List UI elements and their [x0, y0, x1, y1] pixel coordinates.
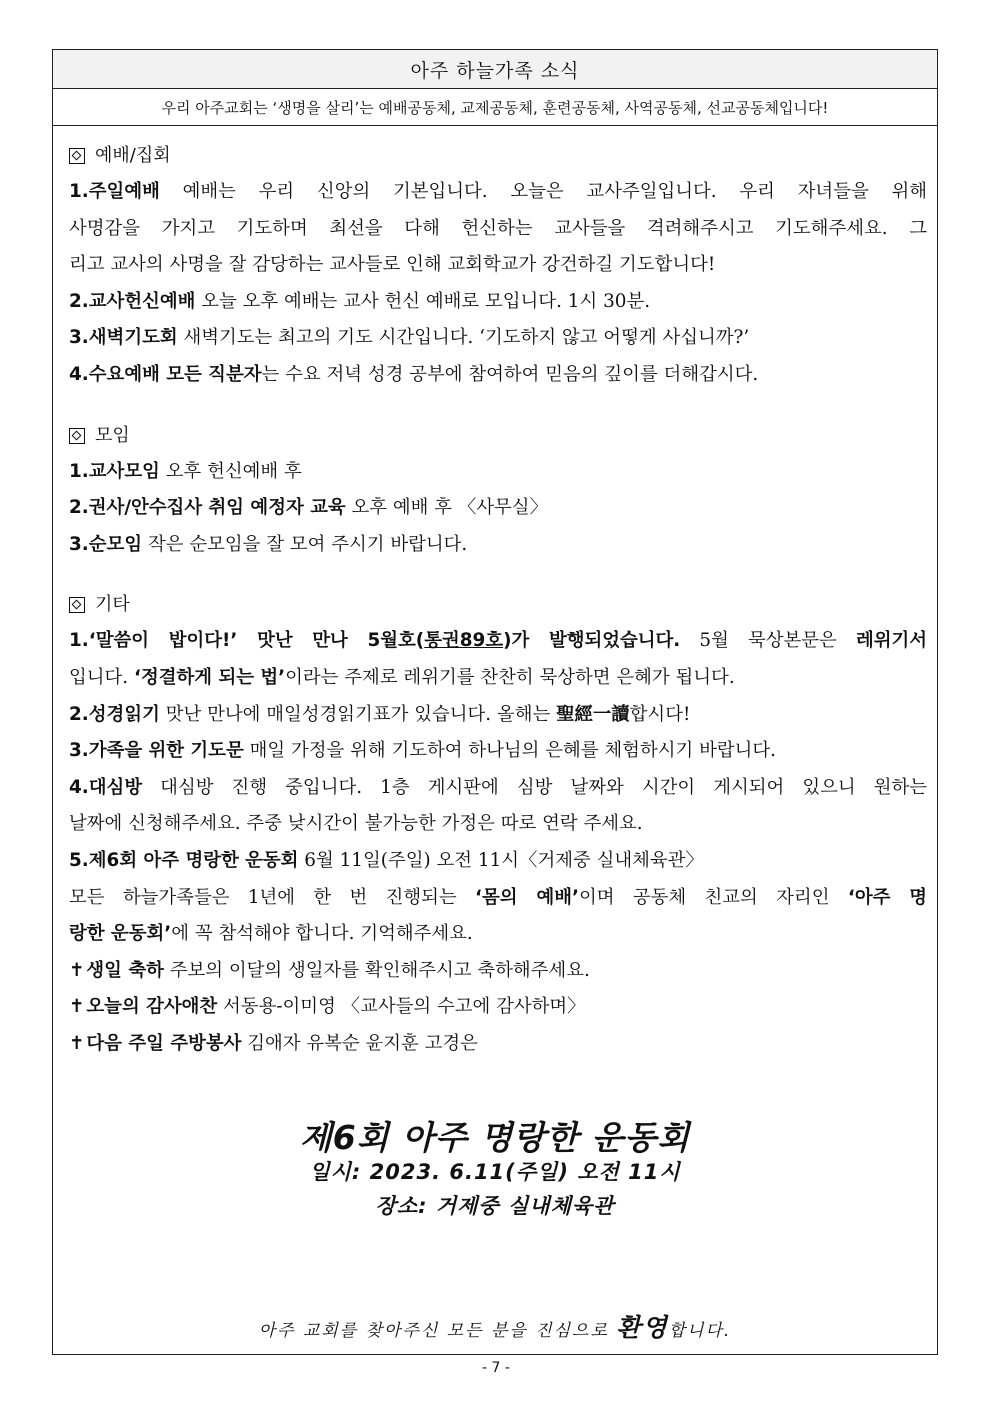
event-date: 일시: 2023. 6.11(주일) 오전 11시 [309, 1160, 681, 1184]
etc-kitchen-service: ✝ 다음 주일 주방봉사 김애자 유복순 윤지훈 고경은 [69, 1032, 478, 1054]
event-title: 제6회 아주 명랑한 운동회 [299, 1118, 691, 1157]
meeting-item-3: 3.순모임 작은 순모임을 잘 모여 주시기 바랍니다. [69, 533, 468, 555]
etc-item-3: 3.가족을 위한 기도문 매일 가정을 위해 기도하여 하나님의 은혜를 체험하시기 바랍니다. [69, 740, 776, 762]
worship-item-3: 3.새벽기도회 새벽기도는 최고의 기도 시간입니다. ‘기도하지 않고 어떻게 사십니까?’ [69, 327, 750, 349]
bulletin-frame [52, 49, 938, 1355]
etc-birthday: ✝ 생일 축하 주보의 이달의 생일자를 확인해주시고 축하해주세요. [69, 959, 590, 981]
diamond-box-icon [69, 597, 85, 613]
worship-item-1: 1.주일예배 예배는 우리 신앙의 기본입니다. 오늘은 교사주일입니다. 우리 자녀들을 위해 [69, 181, 927, 202]
worship-item-2: 2.교사헌신예배 오늘 오후 예배는 교사 헌신 예배로 모입니다. 1시 30분. [69, 290, 651, 312]
bulletin-subtitle: 우리 아주교회는 ‘생명을 살리’는 예배공동체, 교제공동체, 훈련공동체, 사역공동체, 선교공동체입니다! [53, 89, 937, 126]
section-title-etc: 기타 [69, 587, 927, 623]
worship-item-1-cont: 사명감을 가지고 기도하며 최선을 다해 헌신하는 교사들을 격려해주시고 기도해주세요. 그 [69, 217, 927, 239]
etc-item-5: 5.제6회 아주 명랑한 운동회 6월 11일(주일) 오전 11시〈거제중 실내체육관〉 [69, 849, 704, 871]
etc-item-4-cont: 날짜에 신청해주세요. 주중 낮시간이 불가능한 가정은 따로 연락 주세요. [69, 813, 643, 835]
worship-item-4: 4.수요예배 모든 직분자는 수요 저녁 성경 공부에 참여하여 믿음의 깊이를 더해갑시다. [69, 363, 759, 385]
worship-item-1-cont2: 리고 교사의 사명을 잘 감당하는 교사들로 인해 교회학교가 강건하길 기도합니다! [69, 254, 716, 276]
page-number: - 7 - [482, 1360, 510, 1376]
etc-item-4: 4.대심방 대심방 진행 중입니다. 1층 게시판에 심방 날짜와 시간이 게시되어 있으니 원하는 [69, 776, 927, 798]
etc-item-5-cont2: 랑한 운동회’에 꼭 참석해야 합니다. 기억해주세요. [69, 923, 473, 945]
section-title-worship: 예배/집회 [69, 138, 927, 174]
etc-item-1: 1.‘말씀이 밥이다!’ 맛난 만나 5월호(통권89호)가 발행되었습니다. 5월 묵상본문은 레위기서 [69, 630, 927, 652]
news-content [69, 138, 927, 1062]
event-place: 장소: 거제중 실내체육관 [375, 1194, 615, 1218]
etc-thanksgiving-meal: ✝ 오늘의 감사애찬 서동용-이미영 〈교사들의 수고에 감사하며〉 [69, 996, 586, 1018]
etc-item-5-cont: 모든 하늘가족들은 1년에 한 번 진행되는 ‘몸의 예배’이며 공동체 친교의 자리인 ‘아주 명 [69, 886, 928, 908]
cross-icon: ✝ [69, 1032, 85, 1054]
diamond-box-icon [69, 148, 85, 164]
welcome-message: 아주 교회를 찾아주신 모든 분을 진심으로 환영합니다. [258, 1313, 732, 1342]
section-title-meeting: 모임 [69, 418, 927, 454]
etc-item-1-cont: 입니다. ‘정결하게 되는 법’이라는 주제로 레위기를 찬찬히 묵상하면 은혜가 됩니다. [69, 666, 735, 688]
cross-icon: ✝ [69, 959, 85, 981]
etc-item-2: 2.성경읽기 맛난 만나에 매일성경읽기표가 있습니다. 올해는 聖經一讀합시다! [69, 703, 691, 725]
meeting-item-1: 1.교사모임 오후 헌신예배 후 [69, 460, 302, 482]
meeting-item-2: 2.권사/안수집사 취임 예정자 교육 오후 예배 후 〈사무실〉 [69, 497, 548, 519]
cross-icon: ✝ [69, 996, 85, 1018]
diamond-box-icon [69, 428, 85, 444]
bulletin-title: 아주 하늘가족 소식 [53, 50, 937, 89]
